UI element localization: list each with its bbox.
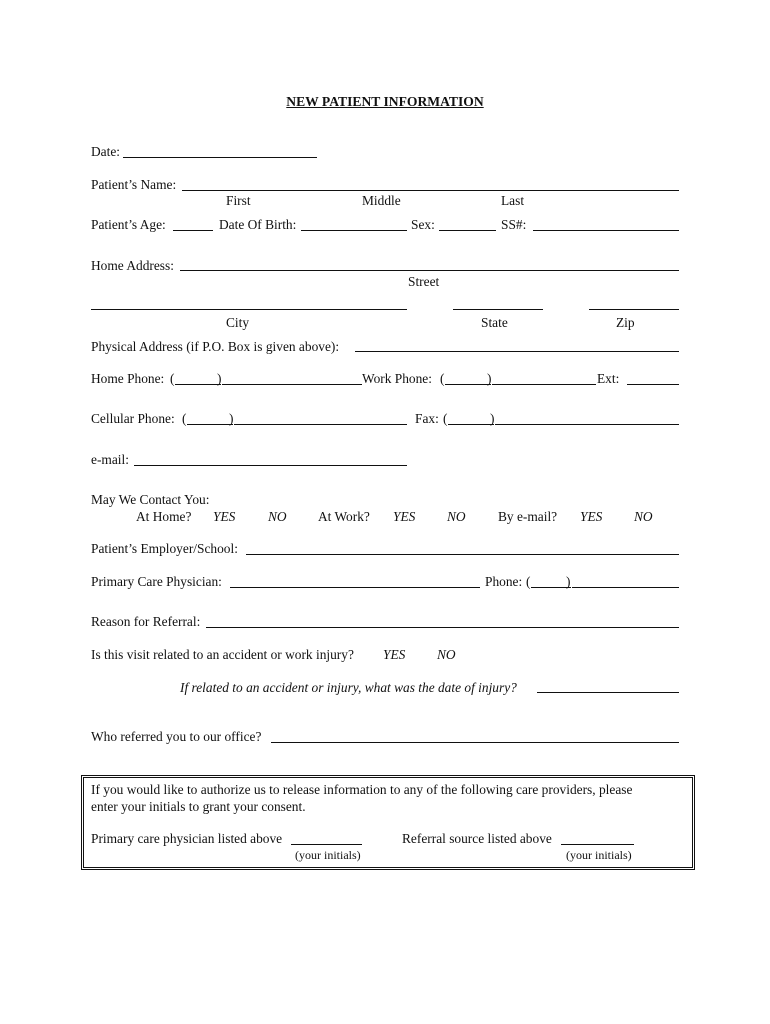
cell-phone-field[interactable] xyxy=(234,424,407,425)
first-name-caption: First xyxy=(226,193,251,208)
fax-area-open: ( xyxy=(443,411,448,426)
date-field[interactable] xyxy=(123,157,317,158)
pcp-phone-area-field[interactable] xyxy=(531,587,571,588)
injury-date-field[interactable] xyxy=(537,692,679,693)
referral-reason-label: Reason for Referral: xyxy=(91,614,201,629)
work-phone-area-field[interactable] xyxy=(445,384,491,385)
city-caption: City xyxy=(226,315,250,330)
physical-address-field[interactable] xyxy=(355,351,679,352)
dob-field[interactable] xyxy=(301,230,407,231)
ext-label: Ext: xyxy=(597,371,620,386)
fax-area-field[interactable] xyxy=(448,424,494,425)
state-caption: State xyxy=(481,315,508,330)
consent-referral-initials-hint: (your initials) xyxy=(566,848,632,862)
ext-field[interactable] xyxy=(627,384,679,385)
contact-at-work-label: At Work? xyxy=(318,509,370,524)
employer-label: Patient’s Employer/School: xyxy=(91,541,238,556)
contact-email-yes[interactable]: YES xyxy=(580,509,603,524)
consent-pcp-initials-hint: (your initials) xyxy=(295,848,361,862)
pcp-label: Primary Care Physician: xyxy=(91,574,222,589)
patient-name-field[interactable] xyxy=(182,190,679,191)
zip-caption: Zip xyxy=(616,315,635,330)
home-address-label: Home Address: xyxy=(91,258,174,273)
contact-work-yes[interactable]: YES xyxy=(393,509,416,524)
cell-phone-area-open: ( xyxy=(182,411,187,426)
pcp-phone-field[interactable] xyxy=(572,587,679,588)
accident-no[interactable]: NO xyxy=(437,647,456,662)
street-field[interactable] xyxy=(180,270,679,271)
consent-pcp-initials-field[interactable] xyxy=(291,844,362,845)
street-caption: Street xyxy=(408,274,440,289)
cell-phone-area-field[interactable] xyxy=(187,424,233,425)
sex-field[interactable] xyxy=(439,230,496,231)
who-referred-field[interactable] xyxy=(271,742,679,743)
accident-question: Is this visit related to an accident or work injury? xyxy=(91,647,354,662)
fax-area-close: ) xyxy=(490,411,495,426)
accident-yes[interactable]: YES xyxy=(383,647,406,662)
home-phone-field[interactable] xyxy=(222,384,362,385)
home-phone-area-open: ( xyxy=(170,371,175,386)
referral-reason-field[interactable] xyxy=(206,627,679,628)
fax-field[interactable] xyxy=(495,424,679,425)
zip-field[interactable] xyxy=(589,309,679,310)
work-phone-field[interactable] xyxy=(492,384,596,385)
contact-home-no[interactable]: NO xyxy=(268,509,287,524)
work-phone-label: Work Phone: xyxy=(362,371,432,386)
ss-field[interactable] xyxy=(533,230,679,231)
contact-at-home-label: At Home? xyxy=(136,509,192,524)
injury-date-label: If related to an accident or injury, what was the date of injury? xyxy=(180,680,517,695)
contact-home-yes[interactable]: YES xyxy=(213,509,236,524)
last-name-caption: Last xyxy=(501,193,525,208)
cell-phone-label: Cellular Phone: xyxy=(91,411,175,426)
email-label: e-mail: xyxy=(91,452,129,467)
form-title: NEW PATIENT INFORMATION xyxy=(286,94,484,109)
cell-phone-area-close: ) xyxy=(229,411,234,426)
age-field[interactable] xyxy=(173,230,213,231)
physical-address-label: Physical Address (if P.O. Box is given above): xyxy=(91,339,340,354)
patient-name-label: Patient’s Name: xyxy=(91,177,177,192)
home-phone-area-close: ) xyxy=(217,371,222,386)
contact-work-no[interactable]: NO xyxy=(447,509,466,524)
fax-label: Fax: xyxy=(415,411,439,426)
employer-field[interactable] xyxy=(246,554,679,555)
consent-referral-label: Referral source listed above xyxy=(402,831,552,846)
middle-name-caption: Middle xyxy=(362,193,401,208)
work-phone-area-close: ) xyxy=(487,371,492,386)
pcp-phone-area-open: ( xyxy=(526,574,531,589)
age-label: Patient’s Age: xyxy=(91,217,166,232)
pcp-phone-label: Phone: xyxy=(485,574,523,589)
home-phone-label: Home Phone: xyxy=(91,371,165,386)
pcp-phone-area-close: ) xyxy=(566,574,571,589)
sex-label: Sex: xyxy=(411,217,435,232)
contact-heading: May We Contact You: xyxy=(91,492,210,507)
date-label: Date: xyxy=(91,144,120,159)
consent-text-line2: enter your initials to grant your consent. xyxy=(91,799,306,814)
dob-label: Date Of Birth: xyxy=(219,217,297,232)
state-field[interactable] xyxy=(453,309,543,310)
consent-pcp-label: Primary care physician listed above xyxy=(91,831,283,846)
who-referred-label: Who referred you to our office? xyxy=(91,729,262,744)
home-phone-area-field[interactable] xyxy=(175,384,221,385)
ss-label: SS#: xyxy=(501,217,527,232)
email-field[interactable] xyxy=(134,465,407,466)
work-phone-area-open: ( xyxy=(440,371,445,386)
consent-text-line1: If you would like to authorize us to release information to any of the following care providers, please xyxy=(91,782,633,797)
pcp-field[interactable] xyxy=(230,587,480,588)
contact-email-no[interactable]: NO xyxy=(634,509,653,524)
contact-by-email-label: By e-mail? xyxy=(498,509,558,524)
city-field[interactable] xyxy=(91,309,407,310)
consent-referral-initials-field[interactable] xyxy=(561,844,634,845)
